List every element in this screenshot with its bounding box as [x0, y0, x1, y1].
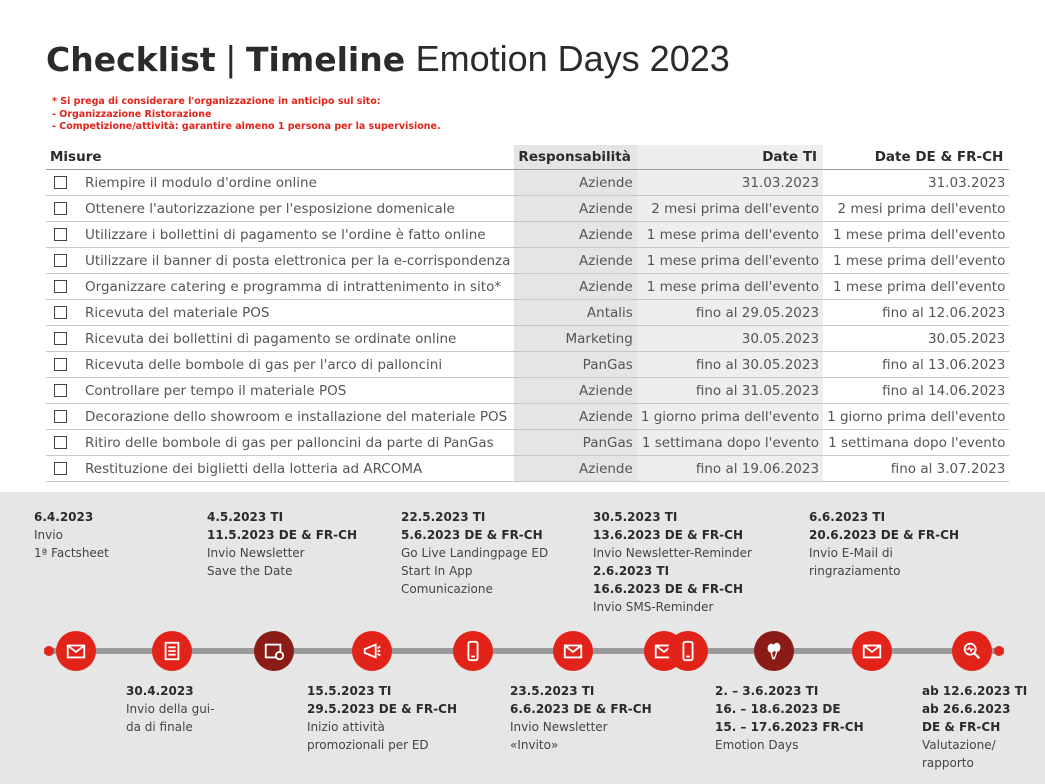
table-row: [46, 378, 1009, 404]
row-checkbox[interactable]: [54, 462, 67, 475]
row-misura: Restituzione dei biglietti della lotteria ad ARCOMA: [85, 460, 423, 477]
row-date-de: fino al 12.06.2023: [823, 300, 1009, 326]
timeline-event-5: 22.5.2023 TI 5.6.2023 DE & FR-CH Go Live Landingpage ED Start In App Comunicazione: [401, 510, 549, 596]
timeline-event-2: 30.4.2023 Invio della gui- da di finale: [126, 684, 215, 734]
row-checkbox[interactable]: [54, 306, 67, 319]
row-misura: Utilizzare il banner di posta elettronica per la e-corrispondenza: [85, 252, 511, 269]
row-checkbox[interactable]: [54, 228, 67, 241]
row-misura: Decorazione dello showroom e installazione del materiale POS: [85, 408, 508, 425]
row-date-ti: 2 mesi prima dell'evento: [637, 196, 823, 222]
row-date-de: fino al 14.06.2023: [823, 378, 1009, 404]
row-misura: Ricevuta dei bollettini di pagamento se ordinate online: [85, 330, 457, 347]
row-date-ti: fino al 19.06.2023: [637, 456, 823, 482]
row-date-ti: 1 mese prima dell'evento: [637, 274, 823, 300]
timeline-event-1: 6.4.2023 Invio 1ª Factsheet: [34, 510, 109, 560]
row-responsabilita: Aziende: [514, 274, 636, 300]
row-date-de: 1 settimana dopo l'evento: [823, 430, 1009, 456]
timeline: [0, 492, 1045, 784]
table-header: [46, 145, 1009, 170]
row-responsabilita: Marketing: [514, 326, 636, 352]
row-misura: Organizzare catering e programma di intrattenimento in sito*: [85, 278, 502, 295]
row-misura: Ritiro delle bombole di gas per palloncini da parte di PanGas: [85, 434, 494, 451]
table-row: [46, 170, 1009, 196]
col-date-ti: Date TI: [637, 145, 823, 170]
row-responsabilita: Aziende: [514, 196, 636, 222]
page-title: Checklist | Timeline Emotion Days 2023: [46, 38, 730, 79]
notes: [52, 96, 441, 134]
row-misura: Controllare per tempo il materiale POS: [85, 382, 347, 399]
timeline-event-10: ab 12.6.2023 TI ab 26.6.2023 DE & FR-CH Valutazione/ rapporto: [922, 684, 1028, 770]
row-date-ti: fino al 31.05.2023: [637, 378, 823, 404]
mail-icon: [56, 631, 96, 671]
row-date-de: 30.05.2023: [823, 326, 1009, 352]
row-responsabilita: Antalis: [514, 300, 636, 326]
table-row: [46, 404, 1009, 430]
checklist-table: [46, 145, 1009, 482]
row-checkbox[interactable]: [54, 384, 67, 397]
row-checkbox[interactable]: [54, 358, 67, 371]
row-responsabilita: Aziende: [514, 456, 636, 482]
row-checkbox[interactable]: [54, 202, 67, 215]
timeline-event-9: 6.6.2023 TI 20.6.2023 DE & FR-CH Invio E-Mail di ringraziamento: [809, 510, 959, 578]
table-row: [46, 300, 1009, 326]
note-line: * Si prega di considerare l'organizzazione in anticipo sul sito:: [52, 96, 381, 107]
row-date-ti: fino al 30.05.2023: [637, 352, 823, 378]
table-row: [46, 326, 1009, 352]
timeline-event-6: 23.5.2023 TI 6.6.2023 DE & FR-CH Invio Newsletter «Invito»: [510, 684, 652, 752]
row-checkbox[interactable]: [54, 254, 67, 267]
checklist-icon: [152, 631, 192, 671]
row-date-ti: 1 mese prima dell'evento: [637, 248, 823, 274]
row-date-ti: 30.05.2023: [637, 326, 823, 352]
calendar-icon: [254, 631, 294, 671]
row-responsabilita: Aziende: [514, 248, 636, 274]
row-date-de: 1 mese prima dell'evento: [823, 222, 1009, 248]
row-date-de: 1 giorno prima dell'evento: [823, 404, 1009, 430]
row-date-de: fino al 3.07.2023: [823, 456, 1009, 482]
row-checkbox[interactable]: [54, 436, 67, 449]
row-responsabilita: PanGas: [514, 352, 636, 378]
row-checkbox[interactable]: [54, 280, 67, 293]
row-misura: Ottenere l'autorizzazione per l'esposizione domenicale: [85, 200, 455, 217]
row-responsabilita: Aziende: [514, 170, 636, 196]
table-row: [46, 456, 1009, 482]
row-date-ti: fino al 29.05.2023: [637, 300, 823, 326]
row-date-de: 1 mese prima dell'evento: [823, 248, 1009, 274]
row-misura: Ricevuta del materiale POS: [85, 304, 270, 321]
col-responsabilita: Responsabilità: [514, 145, 636, 170]
timeline-event-3: 4.5.2023 TI 11.5.2023 DE & FR-CH Invio Newsletter Save the Date: [207, 510, 357, 578]
row-checkbox[interactable]: [54, 176, 67, 189]
row-date-de: 31.03.2023: [823, 170, 1009, 196]
row-misura: Riempire il modulo d'ordine online: [85, 174, 317, 191]
table-row: [46, 274, 1009, 300]
col-misure: Misure: [46, 145, 514, 170]
row-misura: Ricevuta delle bombole di gas per l'arco di palloncini: [85, 356, 443, 373]
row-responsabilita: PanGas: [514, 430, 636, 456]
row-date-de: 1 mese prima dell'evento: [823, 274, 1009, 300]
mail-icon: [852, 631, 892, 671]
row-date-ti: 1 giorno prima dell'evento: [637, 404, 823, 430]
row-date-de: fino al 13.06.2023: [823, 352, 1009, 378]
note-line: - Competizione/attività: garantire almeno 1 persona per la supervisione.: [52, 121, 441, 132]
table-row: [46, 248, 1009, 274]
row-responsabilita: Aziende: [514, 378, 636, 404]
note-line: - Organizzazione Ristorazione: [52, 108, 212, 120]
balloon-icon: [754, 631, 794, 671]
table-row: [46, 352, 1009, 378]
table-row: [46, 430, 1009, 456]
timeline-event-7: 30.5.2023 TI 13.6.2023 DE & FR-CH Invio Newsletter-Reminder 2.6.2023 TI 16.6.2023 DE & FR-CH Invio SMS-Reminder: [593, 510, 752, 614]
timeline-start-dot: [44, 646, 54, 656]
col-date-de: Date DE & FR-CH: [823, 145, 1009, 170]
table-row: [46, 222, 1009, 248]
row-date-ti: 31.03.2023: [637, 170, 823, 196]
row-date-ti: 1 settimana dopo l'evento: [637, 430, 823, 456]
row-checkbox[interactable]: [54, 410, 67, 423]
timeline-event-8: 2. – 3.6.2023 TI 16. – 18.6.2023 DE 15. – 17.6.2023 FR-CH Emotion Days: [715, 684, 864, 752]
timeline-end-dot: [994, 646, 1004, 656]
row-date-de: 2 mesi prima dell'evento: [823, 196, 1009, 222]
row-responsabilita: Aziende: [514, 222, 636, 248]
mail-icon: [553, 631, 593, 671]
phone-icon: [668, 631, 708, 671]
phone-icon: [453, 631, 493, 671]
row-responsabilita: Aziende: [514, 404, 636, 430]
megaphone-icon: [352, 631, 392, 671]
row-date-ti: 1 mese prima dell'evento: [637, 222, 823, 248]
table-row: [46, 196, 1009, 222]
row-misura: Utilizzare i bollettini di pagamento se l'ordine è fatto online: [85, 226, 486, 243]
row-checkbox[interactable]: [54, 332, 67, 345]
timeline-event-4: 15.5.2023 TI 29.5.2023 DE & FR-CH Inizio attività promozionali per ED: [307, 684, 457, 752]
analysis-icon: [952, 631, 992, 671]
